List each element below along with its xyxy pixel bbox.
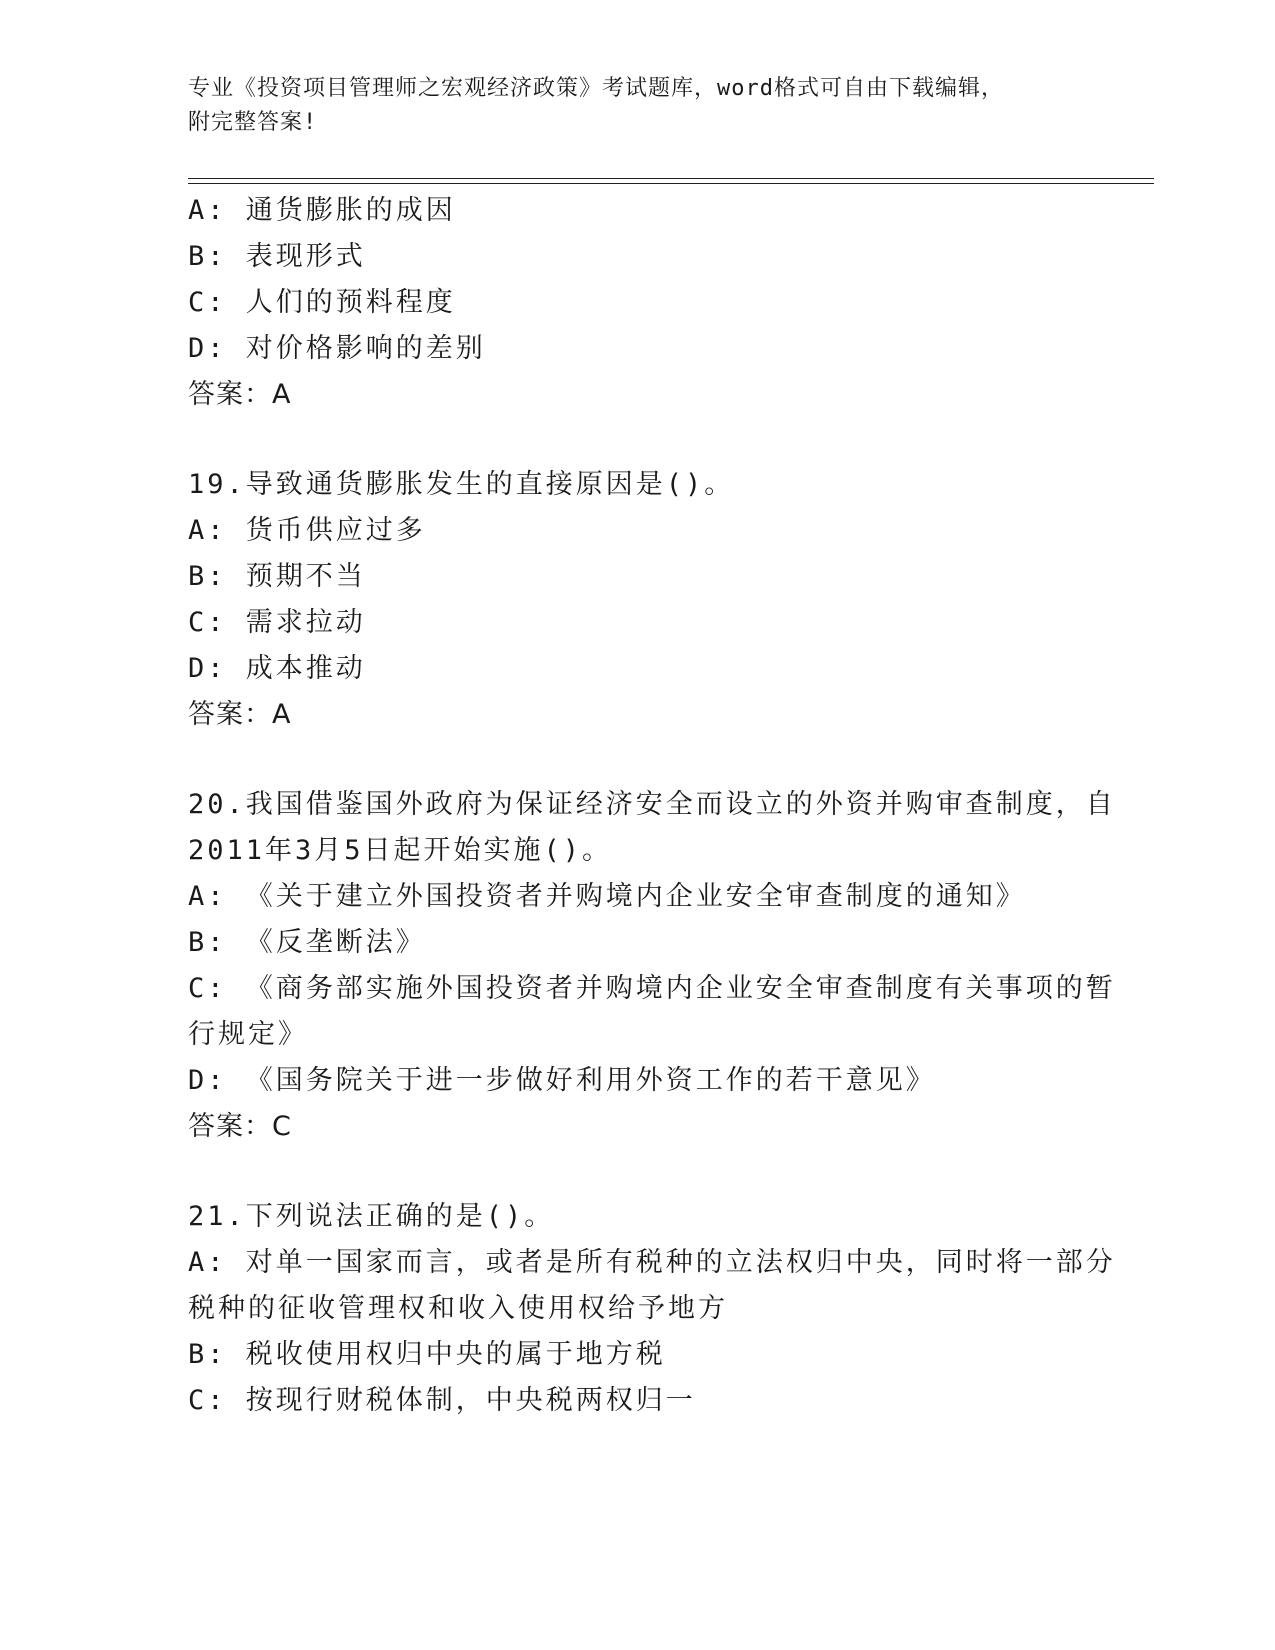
option-d: D: 《国务院关于进一步做好利用外资工作的若干意见》 <box>188 1065 936 1096</box>
spacer <box>188 418 1088 462</box>
option-a-continued: 税种的征收管理权和收入使用权给予地方 <box>188 1293 728 1324</box>
spacer <box>188 738 1088 782</box>
option-a: A: 《关于建立外国投资者并购境内企业安全审查制度的通知》 <box>188 881 1026 912</box>
option-a: A: 对单一国家而言，或者是所有税种的立法权归中央，同时将一部分 <box>188 1247 1116 1278</box>
question-block-20 <box>188 782 1116 1150</box>
option-c: C: 按现行财税体制，中央税两权归一 <box>188 1385 696 1416</box>
document-header <box>188 72 1088 140</box>
answer-line: 答案：A <box>188 699 292 730</box>
spacer <box>188 1150 1088 1194</box>
option-c: C: 需求拉动 <box>188 607 366 638</box>
option-c: C: 人们的预料程度 <box>188 287 456 318</box>
option-d: D: 成本推动 <box>188 653 366 684</box>
question-stem: 21.下列说法正确的是()。 <box>188 1201 555 1232</box>
option-b: B: 表现形式 <box>188 241 366 272</box>
question-block-21 <box>188 1194 1116 1424</box>
option-c-continued: 行规定》 <box>188 1019 308 1050</box>
option-d: D: 对价格影响的差别 <box>188 333 486 364</box>
option-c: C: 《商务部实施外国投资者并购境内企业安全审查制度有关事项的暂 <box>188 973 1116 1004</box>
option-a: A: 货币供应过多 <box>188 515 426 546</box>
answer-line: 答案：A <box>188 379 292 410</box>
header-divider-top <box>188 178 1154 179</box>
header-line-1: 专业《投资项目管理师之宏观经济政策》考试题库，word格式可自由下载编辑， <box>188 76 1004 101</box>
question-stem-line-2: 2011年3月5日起开始实施()。 <box>188 835 613 866</box>
question-stem-line-1: 20.我国借鉴国外政府为保证经济安全而设立的外资并购审查制度，自 <box>188 789 1116 820</box>
question-content <box>188 188 1116 1424</box>
header-line-2: 附完整答案! <box>188 110 318 135</box>
header-divider-bottom <box>188 183 1154 184</box>
option-b: B: 税收使用权归中央的属于地方税 <box>188 1339 666 1370</box>
answer-line: 答案：C <box>188 1111 292 1142</box>
question-block-19 <box>188 462 1088 738</box>
question-stem: 19.导致通货膨胀发生的直接原因是()。 <box>188 469 735 500</box>
question-block-18 <box>188 188 1088 418</box>
option-a: A: 通货膨胀的成因 <box>188 195 456 226</box>
option-b: B: 《反垄断法》 <box>188 927 426 958</box>
option-b: B: 预期不当 <box>188 561 366 592</box>
